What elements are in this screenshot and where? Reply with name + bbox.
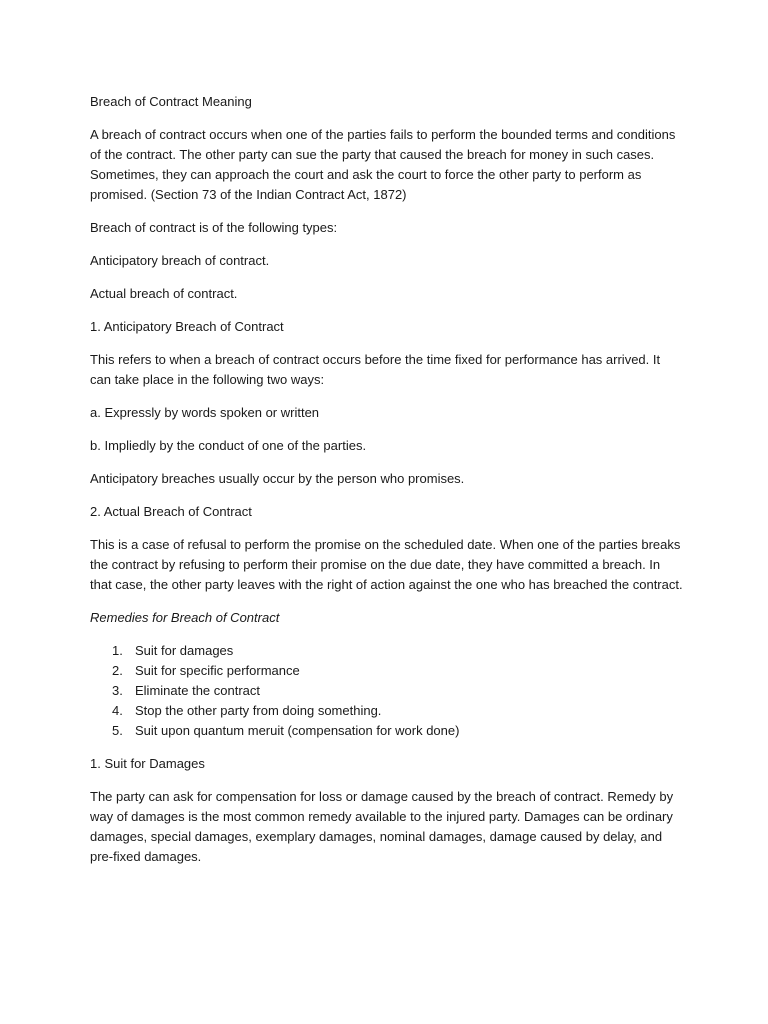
- list-text: Suit upon quantum meruit (compensation for work done): [135, 723, 460, 738]
- document-page: [90, 92, 684, 880]
- section-1-note: Anticipatory breaches usually occur by the person who promises.: [90, 471, 465, 486]
- list-item: [90, 661, 684, 681]
- damages-heading: 1. Suit for Damages: [90, 756, 205, 771]
- list-item: [90, 721, 684, 741]
- remedies-heading: Remedies for Breach of Contract: [90, 610, 280, 625]
- damages-paragraph: The party can ask for compensation for loss or damage caused by the breach of contract. Remedy by way of damages is the most common remedy available to the injured party. Damages can be ordinary damages, special damages, exemplary damages, nominal damages, damage caused by delay, and pre-fixed damages.: [90, 789, 674, 864]
- intro-paragraph: A breach of contract occurs when one of the parties fails to perform the bounded terms and conditions of the contract. The other party can sue the party that caused the breach for money in such cases. Sometimes, they can approach the court and ask the court to force the other party to perform as promised. (Section 73 of the Indian Contract Act, 1872): [90, 127, 676, 202]
- list-number: 3.: [112, 683, 123, 698]
- list-text: Suit for specific performance: [135, 663, 300, 678]
- list-item: [90, 641, 684, 661]
- list-number: 5.: [112, 723, 123, 738]
- list-item: [90, 681, 684, 701]
- type-actual: Actual breach of contract.: [90, 286, 238, 301]
- list-text: Eliminate the contract: [135, 683, 261, 698]
- section-1-paragraph: This refers to when a breach of contract occurs before the time fixed for performance has arrived. It can take place in the following two ways:: [90, 352, 661, 387]
- remedies-list: [90, 641, 684, 741]
- type-anticipatory: Anticipatory breach of contract.: [90, 253, 270, 268]
- list-text: Suit for damages: [135, 643, 234, 658]
- list-number: 2.: [112, 663, 123, 678]
- list-item: [90, 701, 684, 721]
- document-title: Breach of Contract Meaning: [90, 94, 252, 109]
- list-number: 1.: [112, 643, 123, 658]
- section-2-heading: 2. Actual Breach of Contract: [90, 504, 252, 519]
- section-1-heading: 1. Anticipatory Breach of Contract: [90, 319, 284, 334]
- section-2-paragraph: This is a case of refusal to perform the promise on the scheduled date. When one of the parties breaks the contract by refusing to perform their promise on the due date, they have committed a breach. In that case, the other party leaves with the right of action against the one who has breached the contract.: [90, 537, 683, 592]
- list-number: 4.: [112, 703, 123, 718]
- way-a: a. Expressly by words spoken or written: [90, 405, 320, 420]
- list-text: Stop the other party from doing something.: [135, 703, 382, 718]
- types-intro: Breach of contract is of the following types:: [90, 220, 338, 235]
- way-b: b. Impliedly by the conduct of one of the parties.: [90, 438, 367, 453]
